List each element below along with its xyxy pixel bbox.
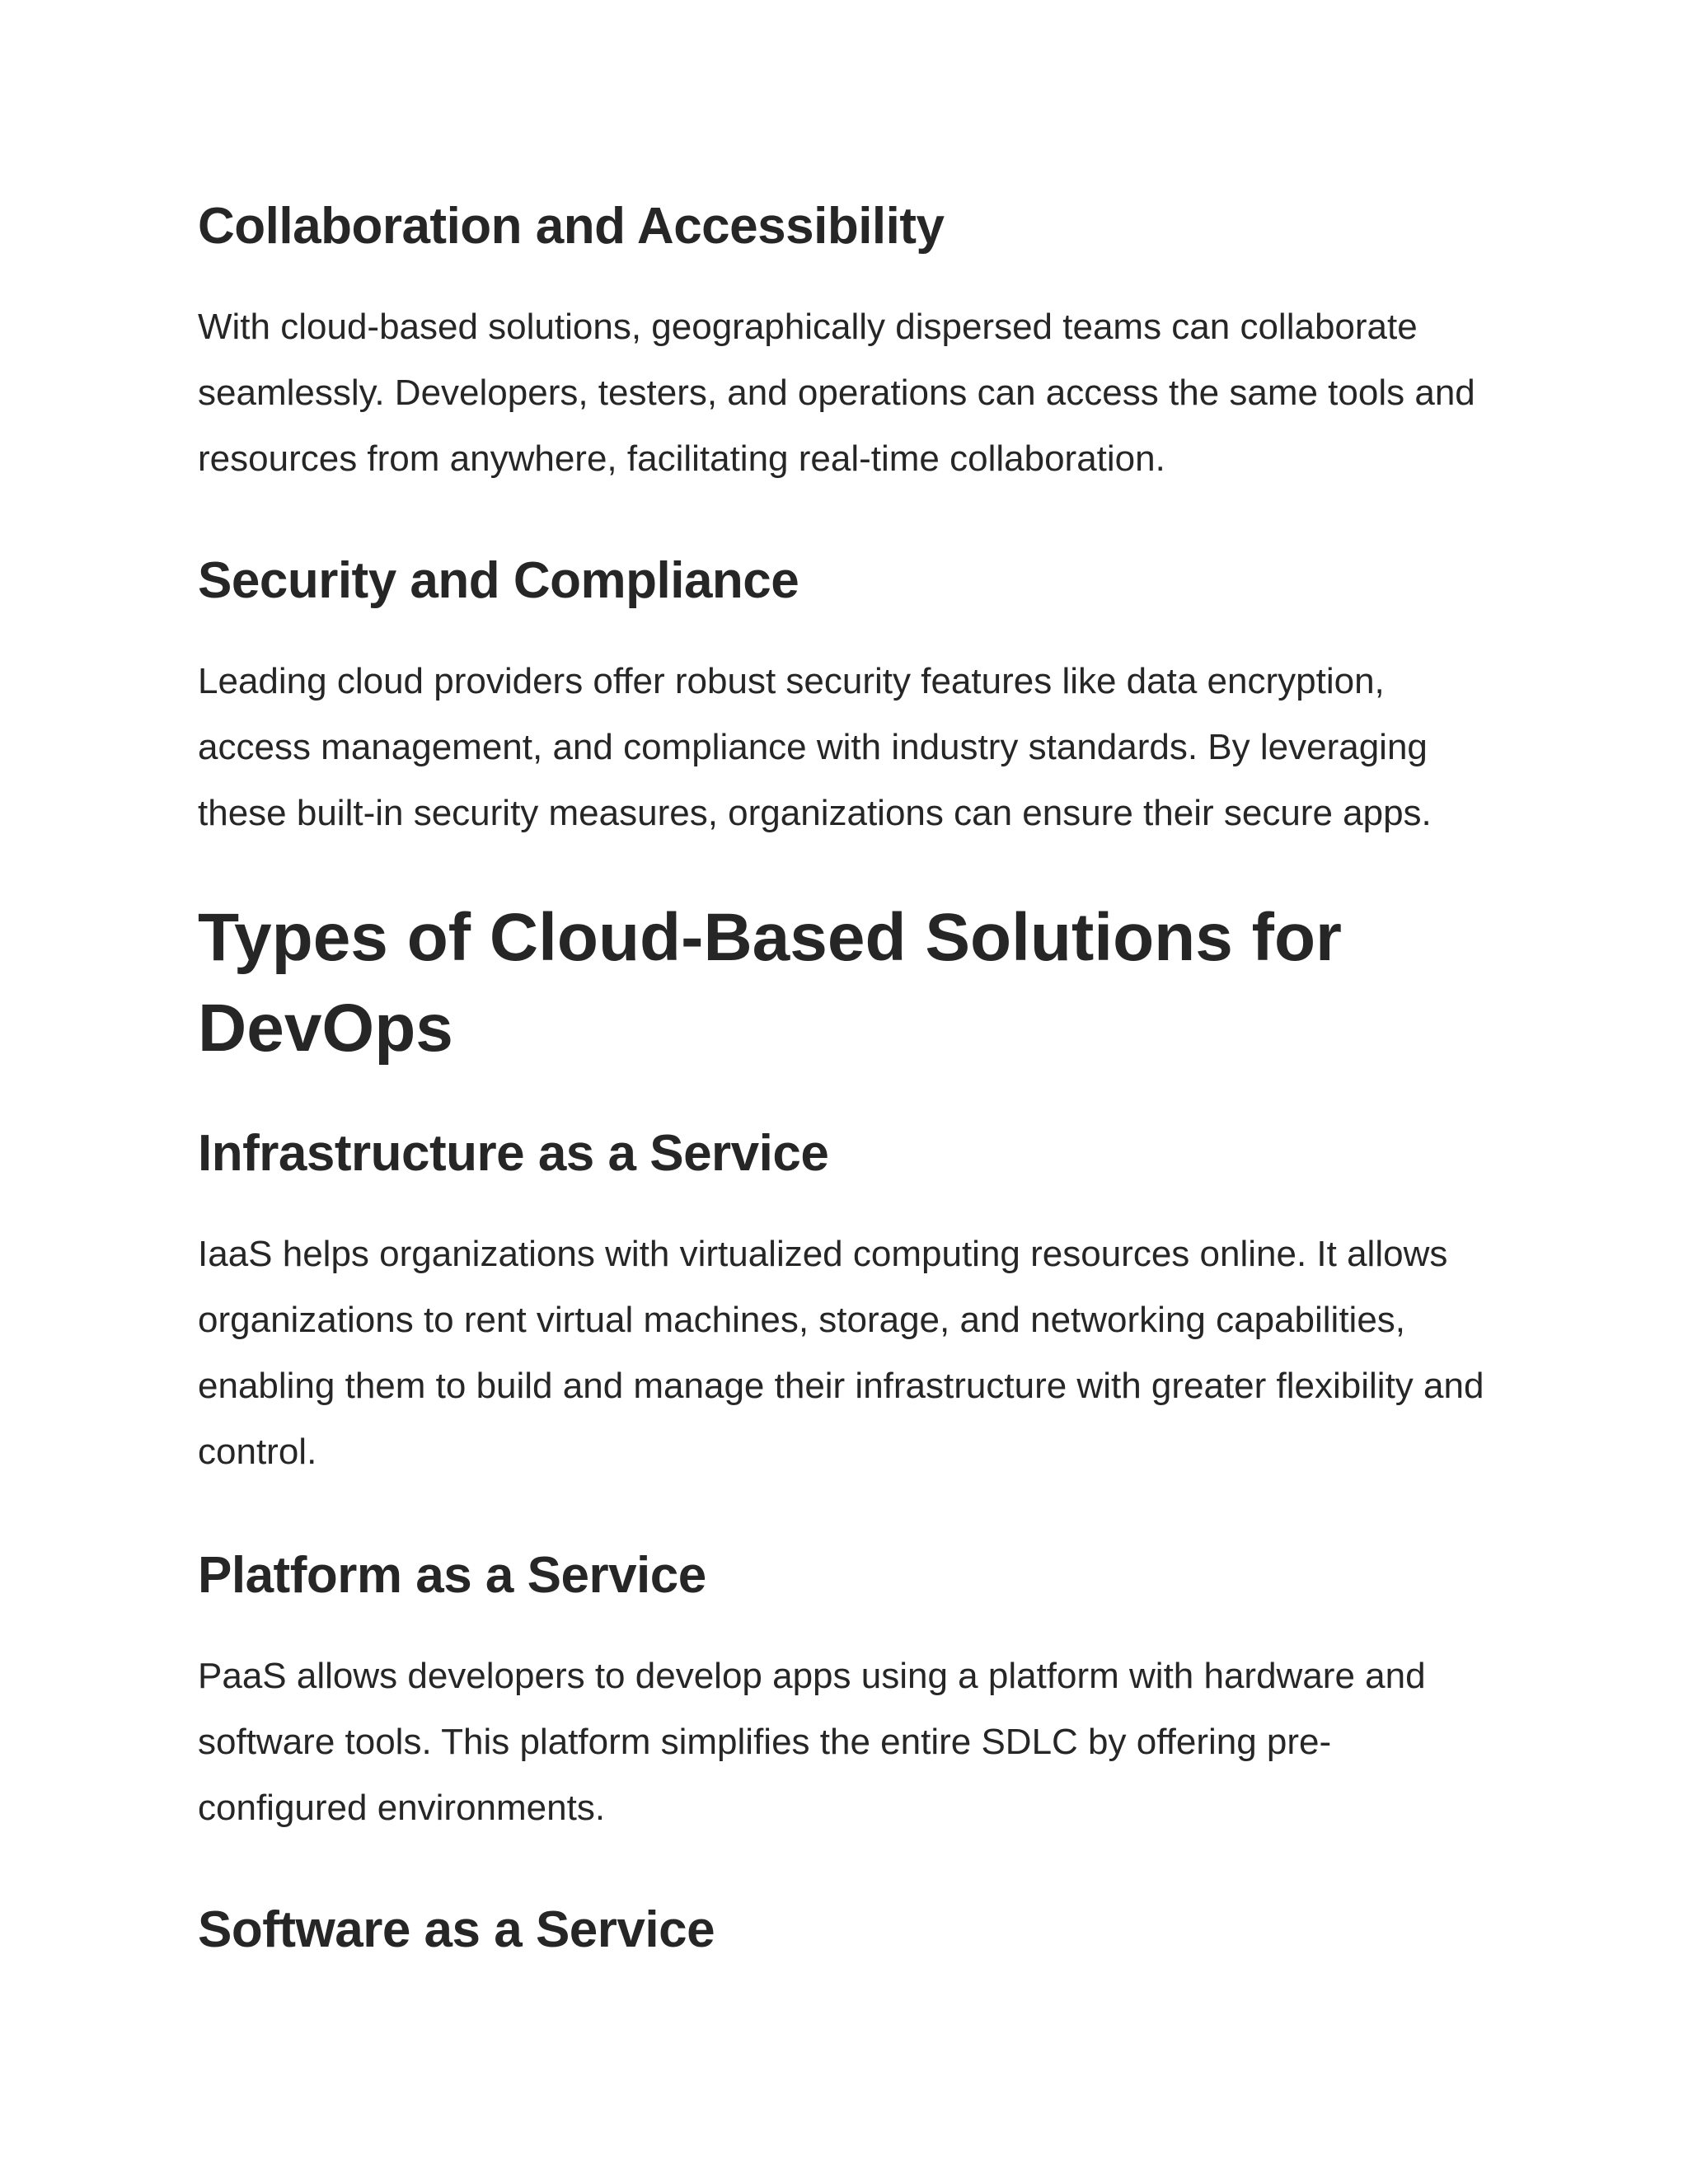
heading-iaas: Infrastructure as a Service <box>198 1125 829 1182</box>
heading-types-of-cloud-solutions: Types of Cloud-Based Solutions for DevOps <box>198 900 1342 1066</box>
heading-saas: Software as a Service <box>198 1901 715 1958</box>
paragraph-collaboration: With cloud-based solutions, geographically dispersed teams can collaborate seamlessly. Developers, testers, and operations can access the same tools and resources from anywhere, facilitating real-time collaboration. <box>198 307 1475 479</box>
paragraph-iaas: IaaS helps organizations with virtualized computing resources online. It allows organizations to rent virtual machines, storage, and networking capabilities, enabling them to build and manage their infrastructure with greater flexibility and control. <box>198 1234 1484 1472</box>
heading-paas: Platform as a Service <box>198 1547 706 1604</box>
heading-security: Security and Compliance <box>198 552 799 609</box>
paragraph-paas: PaaS allows developers to develop apps using a platform with hardware and software tools. This platform simplifies the entire SDLC by offering pre-configured environments. <box>198 1656 1426 1828</box>
heading-collaboration: Collaboration and Accessibility <box>198 198 945 255</box>
paragraph-security: Leading cloud providers offer robust security features like data encryption, access management, and compliance with industry standards. By leveraging these built-in security measures, organizations can ensure their secure apps. <box>198 661 1432 833</box>
